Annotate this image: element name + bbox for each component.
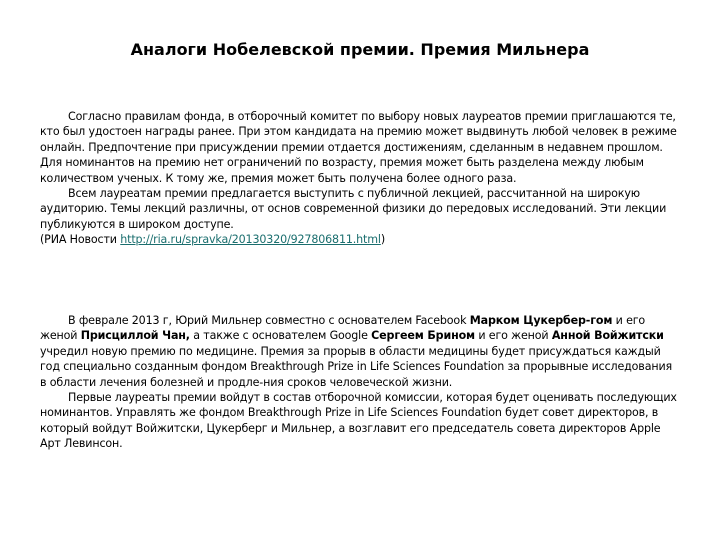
slide-title: Аналоги Нобелевской премии. Премия Мильнера: [130, 40, 590, 59]
founders-paragraph: [40, 313, 680, 390]
lectures-paragraph: Всем лауреатам премии предлагается выступить с публичной лекцией, рассчитанной на широкую аудиторию. Темы лекций различны, от основ современной физики до передовых исследований. Эти лекции публикуются в широком доступе.: [40, 187, 667, 231]
rules-section: [40, 109, 680, 248]
founders-text-3: а также с основателем Google: [189, 329, 372, 343]
source-line: [40, 232, 680, 247]
name-brin: Сергеем Брином: [371, 329, 475, 343]
name-zuckerberg: Марком Цукербер-гом: [469, 314, 613, 327]
source-link[interactable]: http://ria.ru/spravka/20130320/927806811.html: [120, 233, 381, 247]
source-suffix: ): [380, 233, 386, 247]
name-chan: Присциллой Чан,: [80, 329, 190, 343]
founders-text-5: учредил новую премию по медицине. Премия за прорыв в области медицины будет присуждаться каждый год специально созданным фондом Breakthrough Prize in Life Sciences Foundation за прорывные исследования в области лечения болезней и продле-ния сроков человеческой жизни.: [40, 344, 673, 389]
source-prefix: (РИА Новости: [40, 233, 121, 247]
founders-text-4: и его женой: [474, 329, 552, 343]
name-wojcicki: Анной Войжитски: [551, 329, 664, 343]
founders-text-2: и его женой: [40, 314, 646, 343]
founders-text-1: В феврале 2013 г, Юрий Мильнер совместно с основателем Facebook: [68, 314, 470, 327]
rules-paragraph: Согласно правилам фонда, в отборочный комитет по выбору новых лауреатов премии приглашаются те, кто был удостоен награды ранее. При этом кандидата на премию может выдвинуть любой человек в режиме онлайн. Предпочтение при присуждении премии отдается достижениям, сделанным в недавнем прошлом. Для номинантов на премию нет ограничений по возрасту, премия может быть разделена между любым количеством ученых. К тому же, премия может быть получена более одного раза.: [40, 110, 677, 185]
medicine-prize-section: [40, 313, 680, 452]
board-paragraph: Первые лауреаты премии войдут в состав отборочной комиссии, которая будет оценивать последующих номинантов. Управлять же фондом Breakthrough Prize in Life Sciences Foundation будет совет директоров, в который войдут Войжитски, Цукерберг и Мильнер, а возглавит его председатель совета директоров Apple Арт Левинсон.: [40, 391, 677, 451]
